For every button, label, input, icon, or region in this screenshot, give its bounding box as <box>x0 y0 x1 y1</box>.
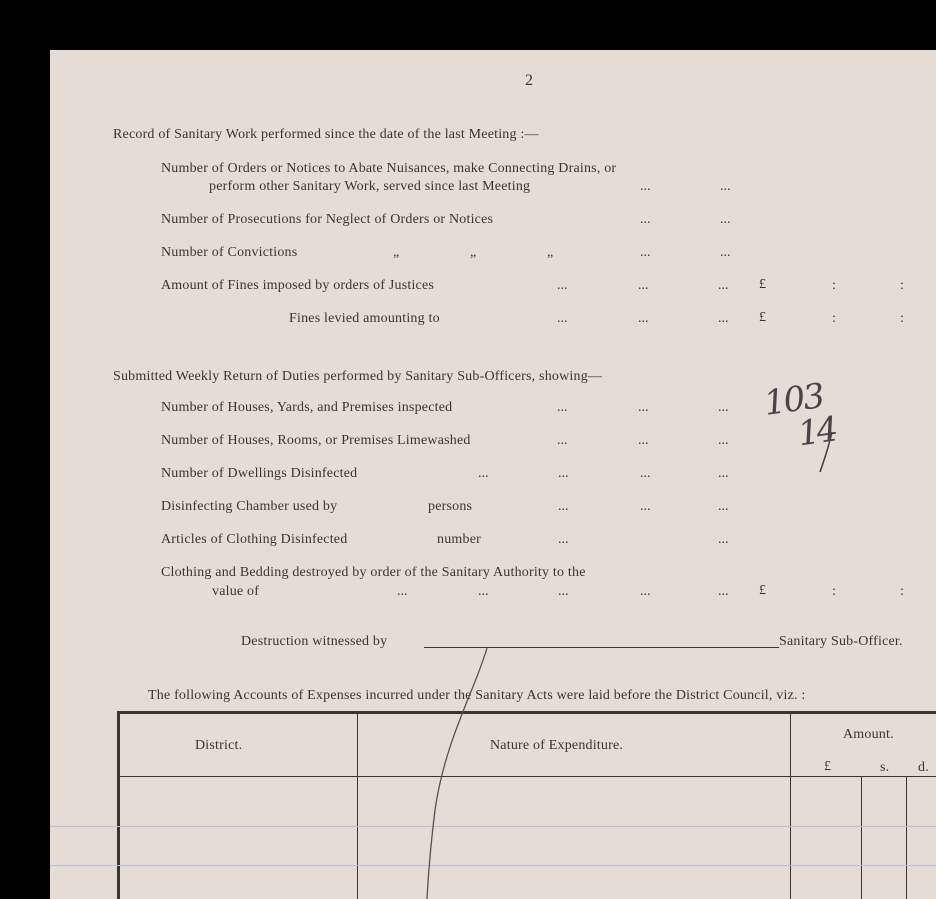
prosecutions-label: Number of Prosecutions for Neglect of Orders or Notices <box>161 212 494 227</box>
fines-levied-label: Fines levied amounting to <box>289 311 440 326</box>
fines-imposed-leader-1: ... <box>557 278 568 293</box>
fines-imposed-currency: £ <box>759 277 767 292</box>
orders-leader-2: ... <box>720 179 731 194</box>
houses-inspected-leader-3: ... <box>718 400 729 415</box>
fines-imposed-colon-2: : <box>900 278 905 293</box>
houses-inspected-leader-1: ... <box>557 400 568 415</box>
ditto-mark-1: „ <box>393 245 400 260</box>
prosecutions-leader-2: ... <box>720 212 731 227</box>
fines-levied-colon-2: : <box>900 311 905 326</box>
fines-imposed-leader-2: ... <box>638 278 649 293</box>
col-header-district: District. <box>195 738 243 753</box>
fines-levied-leader-2: ... <box>638 311 649 326</box>
ruled-line <box>50 826 936 827</box>
houses-limewashed-leader-1: ... <box>557 433 568 448</box>
page-number: 2 <box>525 72 534 89</box>
ruled-line <box>50 865 936 866</box>
convictions-leader-2: ... <box>720 245 731 260</box>
col-header-shillings: s. <box>880 760 890 775</box>
bedding-leader-1: ... <box>397 584 408 599</box>
clothing-leader-2: ... <box>718 532 729 547</box>
table-divider-shillings <box>906 777 907 899</box>
houses-inspected-leader-2: ... <box>638 400 649 415</box>
houses-inspected-label: Number of Houses, Yards, and Premises inspected <box>161 400 453 415</box>
clothing-leader-1: ... <box>558 532 569 547</box>
fines-imposed-label: Amount of Fines imposed by orders of Justices <box>161 278 435 293</box>
destruction-label: Destruction witnessed by <box>241 634 388 649</box>
dwellings-disinfected-label: Number of Dwellings Disinfected <box>161 466 358 481</box>
table-divider-amount <box>790 714 791 899</box>
fines-levied-leader-3: ... <box>718 311 729 326</box>
chamber-label: Disinfecting Chamber used by <box>161 499 338 514</box>
col-header-pounds: £ <box>824 759 832 774</box>
record-heading: Record of Sanitary Work performed since the date of the last Meeting :— <box>113 127 539 142</box>
table-divider-district <box>357 714 358 899</box>
dwellings-leader-1: ... <box>478 466 489 481</box>
chamber-leader-3: ... <box>718 499 729 514</box>
fines-imposed-colon-1: : <box>832 278 837 293</box>
document-page <box>50 50 936 899</box>
destruction-role: Sanitary Sub-Officer. <box>779 634 903 649</box>
chamber-leader-2: ... <box>640 499 651 514</box>
fines-levied-currency: £ <box>759 310 767 325</box>
orders-label-line1: Number of Orders or Notices to Abate Nuisances, make Connecting Drains, or <box>161 161 617 176</box>
fines-imposed-leader-3: ... <box>718 278 729 293</box>
prosecutions-leader-1: ... <box>640 212 651 227</box>
clothing-unit: number <box>437 532 481 547</box>
ditto-mark-3: „ <box>547 245 554 260</box>
col-header-amount: Amount. <box>843 727 894 742</box>
ditto-mark-2: „ <box>470 245 477 260</box>
col-header-pence: d. <box>918 760 929 775</box>
orders-label-line2: perform other Sanitary Work, served since last Meeting <box>209 179 531 194</box>
dwellings-leader-2: ... <box>558 466 569 481</box>
weekly-heading: Submitted Weekly Return of Duties performed by Sanitary Sub-Officers, showing— <box>113 369 603 384</box>
clothing-label: Articles of Clothing Disinfected <box>161 532 348 547</box>
convictions-leader-1: ... <box>640 245 651 260</box>
fines-levied-colon-1: : <box>832 311 837 326</box>
bedding-label-line2: value of <box>212 584 260 599</box>
houses-inspected-handwritten: 103 <box>761 376 826 424</box>
bedding-currency: £ <box>759 583 767 598</box>
bedding-leader-4: ... <box>640 584 651 599</box>
col-header-nature: Nature of Expenditure. <box>490 738 624 753</box>
bedding-colon-2: : <box>900 584 905 599</box>
accounts-intro: The following Accounts of Expenses incurred under the Sanitary Acts were laid before the District Council, viz. : <box>148 688 806 703</box>
houses-limewashed-leader-3: ... <box>718 433 729 448</box>
table-left-rule <box>117 711 120 899</box>
table-divider-pounds <box>861 777 862 899</box>
houses-limewashed-handwritten: 14 <box>795 409 838 455</box>
table-top-rule <box>117 711 936 714</box>
houses-limewashed-leader-2: ... <box>638 433 649 448</box>
houses-limewashed-label: Number of Houses, Rooms, or Premises Limewashed <box>161 433 471 448</box>
chamber-leader-1: ... <box>558 499 569 514</box>
bedding-leader-5: ... <box>718 584 729 599</box>
bedding-leader-2: ... <box>478 584 489 599</box>
table-header-bottom <box>120 776 936 777</box>
accounts-table <box>50 50 936 899</box>
bedding-leader-3: ... <box>558 584 569 599</box>
bedding-colon-1: : <box>832 584 837 599</box>
dwellings-leader-4: ... <box>718 466 729 481</box>
chamber-unit: persons <box>428 499 473 514</box>
fines-levied-leader-1: ... <box>557 311 568 326</box>
bedding-label-line1: Clothing and Bedding destroyed by order of the Sanitary Authority to the <box>161 565 586 580</box>
dwellings-leader-3: ... <box>640 466 651 481</box>
convictions-label: Number of Convictions <box>161 245 298 260</box>
orders-leader-1: ... <box>640 179 651 194</box>
